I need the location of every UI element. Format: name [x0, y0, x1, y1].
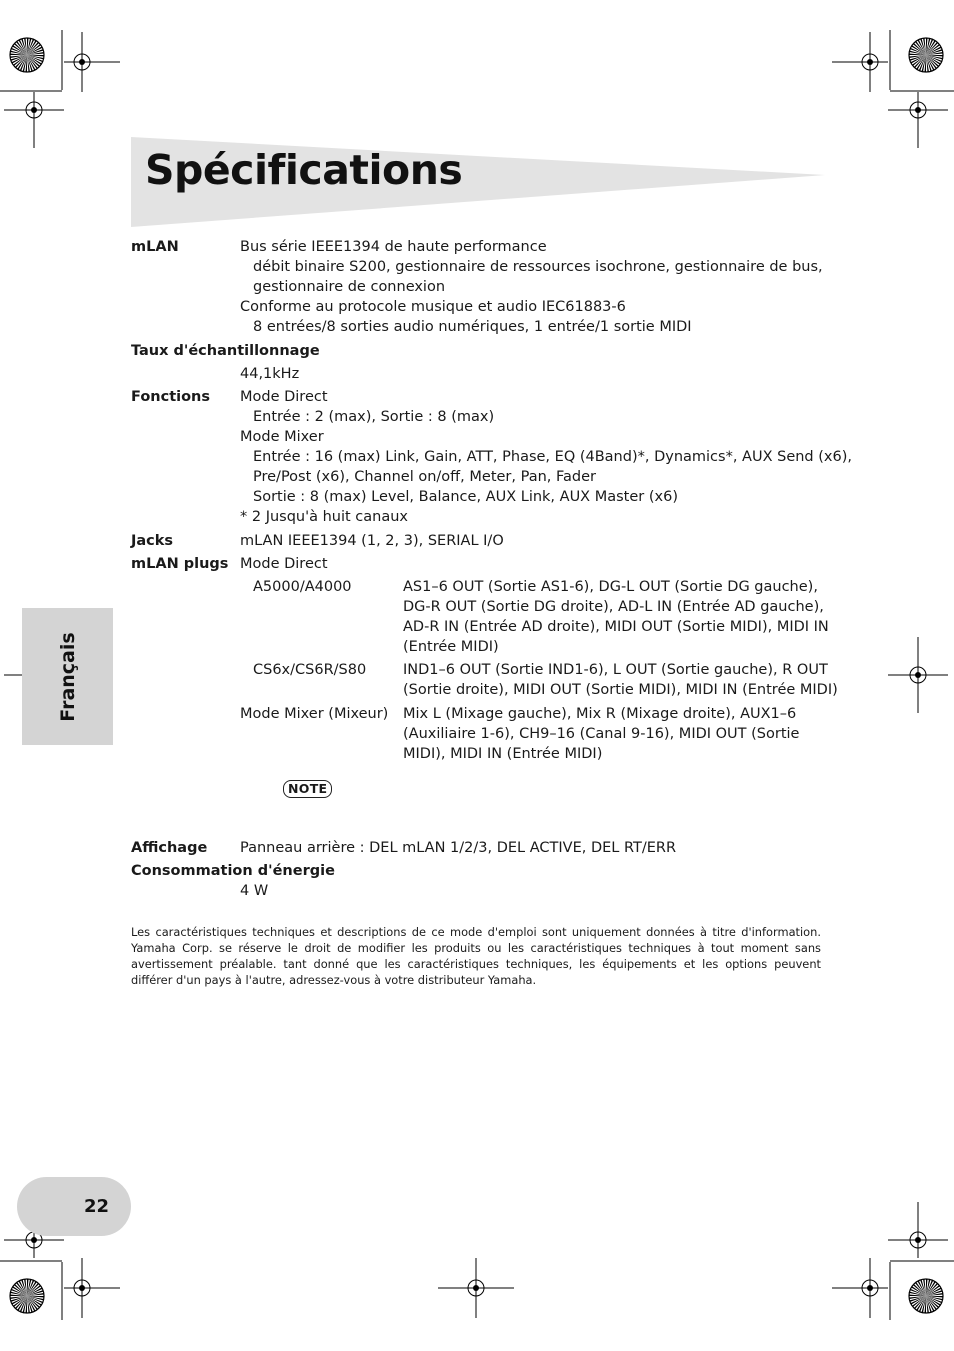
starburst-target [909, 1279, 943, 1313]
starburst-target [10, 1279, 44, 1313]
plug-line: AD-R IN (Entrée AD droite), MIDI OUT (Sortie MIDI), MIDI IN [403, 619, 829, 635]
page-title: Spécifications [145, 146, 463, 194]
disclaimer: Les caractéristiques techniques et descriptions de ce mode d'emploi sont uniquement données à titre d'information. Yamaha Corp. se réserve le droit de modifier les produits ou les caractéristiques techniques à tout moment sans avertissement préalable. tant donné que les caractéristiques techniques, les équipements et les options peuvent différer d'un pays à l'autre, adressez-vous à votre distributeur Yamaha. [131, 925, 821, 987]
language-tab-label: Français [56, 631, 79, 722]
plug-line: (Sortie droite), MIDI OUT (Sortie MIDI), MIDI IN (Entrée MIDI) [403, 682, 838, 698]
spec-label: Consommation d'énergie [131, 863, 335, 879]
spec-label: Fonctions [131, 389, 211, 405]
plug-line: Mix L (Mixage gauche), Mix R (Mixage droite), AUX1–6 [403, 706, 797, 722]
spec-label: mLAN plugs [131, 556, 229, 572]
starburst-target [10, 38, 44, 72]
page-number-tab [17, 1177, 131, 1236]
plug-line: DG-R OUT (Sortie DG droite), AD-L IN (Entrée AD gauche), [403, 599, 824, 615]
spec-label: Jacks [131, 533, 174, 549]
spec-footnote: * 2 Jusqu'à huit canaux [240, 509, 408, 525]
spec-value: mLAN IEEE1394 (1, 2, 3), SERIAL I/O [240, 533, 504, 549]
spec-label: Affichage [131, 840, 208, 856]
plug-mode-mixer: Mode Mixer (Mixeur) [240, 706, 389, 722]
spec-label: mLAN [131, 239, 179, 255]
plug-mode-direct: Mode Direct [240, 556, 328, 572]
plug-line: (Entrée MIDI) [403, 639, 499, 655]
plug-line: (Auxiliaire 1-6), CH9–16 (Canal 9-16), MIDI OUT (Sortie [403, 726, 800, 742]
page-number: 22 [83, 1196, 110, 1217]
plug-line: MIDI), MIDI IN (Entrée MIDI) [403, 746, 603, 762]
spec-value: Panneau arrière : DEL mLAN 1/2/3, DEL ACTIVE, DEL RT/ERR [240, 840, 677, 856]
spec-line: Entrée : 16 (max) Link, Gain, ATT, Phase, EQ (4Band)*, Dynamics*, AUX Send (x6), [253, 449, 852, 465]
spec-line: 8 entrées/8 sorties audio numériques, 1 entrée/1 sortie MIDI [253, 319, 692, 335]
spec-label: Taux d'échantillonnage [131, 343, 320, 359]
note-badge: NOTE [283, 780, 332, 798]
spec-line: débit binaire S200, gestionnaire de ressources isochrone, gestionnaire de bus, [253, 259, 823, 275]
plug-line: IND1–6 OUT (Sortie IND1-6), L OUT (Sortie gauche), R OUT [403, 662, 828, 678]
spec-line: Pre/Post (x6), Channel on/off, Meter, Pan, Fader [253, 469, 596, 485]
spec-line: Entrée : 2 (max), Sortie : 8 (max) [253, 409, 495, 425]
spec-value: 4 W [240, 883, 269, 899]
plug-device-a5000: A5000/A4000 [253, 579, 352, 595]
language-tab [22, 608, 113, 745]
plug-device-cs6x: CS6x/CS6R/S80 [253, 662, 367, 678]
starburst-target [909, 38, 943, 72]
spec-line: gestionnaire de connexion [253, 279, 446, 295]
spec-value: 44,1kHz [240, 366, 300, 382]
spec-line: Sortie : 8 (max) Level, Balance, AUX Link, AUX Master (x6) [253, 489, 678, 505]
spec-line: Mode Direct [240, 389, 328, 405]
spec-line: Conforme au protocole musique et audio IEC61883-6 [240, 299, 626, 315]
plug-line: AS1–6 OUT (Sortie AS1-6), DG-L OUT (Sortie DG gauche), [403, 579, 818, 595]
spec-line: Bus série IEEE1394 de haute performance [240, 239, 547, 255]
spec-line: Mode Mixer [240, 429, 324, 445]
